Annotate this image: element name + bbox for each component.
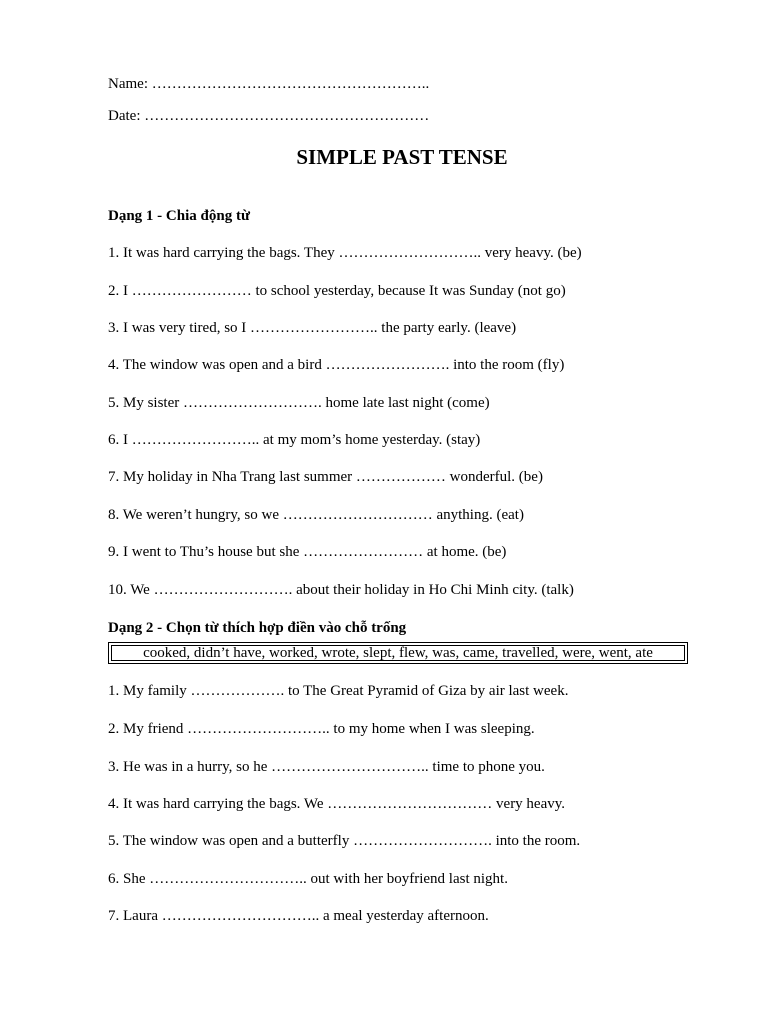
section2-item: 7. Laura ………………………….. a meal yesterday afternoon. — [108, 908, 489, 924]
section1-item: 8. We weren’t hungry, so we ………………………… anything. (eat) — [108, 507, 524, 523]
date-line: Date: ………………………………………………… — [108, 108, 430, 124]
section1-item: 7. My holiday in Nha Trang last summer ……………… wonderful. (be) — [108, 469, 543, 485]
section1-item: 2. I …………………… to school yesterday, because It was Sunday (not go) — [108, 283, 566, 299]
section1-item: 9. I went to Thu’s house but she …………………… at home. (be) — [108, 544, 507, 560]
section2-item: 1. My family ………………. to The Great Pyramid of Giza by air last week. — [108, 683, 569, 699]
section1-item: 5. My sister ………………………. home late last night (come) — [108, 395, 490, 411]
word-bank-box — [108, 642, 688, 664]
section2-item: 4. It was hard carrying the bags. We …………………………… very heavy. — [108, 796, 566, 812]
section2-item: 2. My friend ……………………….. to my home when I was sleeping. — [108, 721, 535, 737]
word-bank: cooked, didn’t have, worked, wrote, slept, flew, was, came, travelled, were, went, ate — [111, 645, 685, 661]
section2-heading: Dạng 2 - Chọn từ thích hợp điền vào chỗ trống — [108, 620, 407, 636]
section1-item: 6. I …………………….. at my mom’s home yesterday. (stay) — [108, 432, 481, 448]
page-title: SIMPLE PAST TENSE — [296, 145, 508, 169]
section1-heading: Dạng 1 - Chia động từ — [108, 208, 250, 224]
section2-item: 3. He was in a hurry, so he ………………………….. time to phone you. — [108, 759, 545, 775]
name-line: Name: ……………………………………………….. — [108, 76, 430, 92]
section1-item: 3. I was very tired, so I …………………….. the party early. (leave) — [108, 320, 517, 336]
section2-item: 6. She ………………………….. out with her boyfriend last night. — [108, 871, 508, 887]
section1-item: 1. It was hard carrying the bags. They ……………………….. very heavy. (be) — [108, 245, 582, 261]
section2-item: 5. The window was open and a butterfly ………………………. into the room. — [108, 833, 581, 849]
section1-item: 10. We ………………………. about their holiday in Ho Chi Minh city. (talk) — [108, 582, 574, 598]
section1-item: 4. The window was open and a bird ……………………. into the room (fly) — [108, 357, 565, 373]
